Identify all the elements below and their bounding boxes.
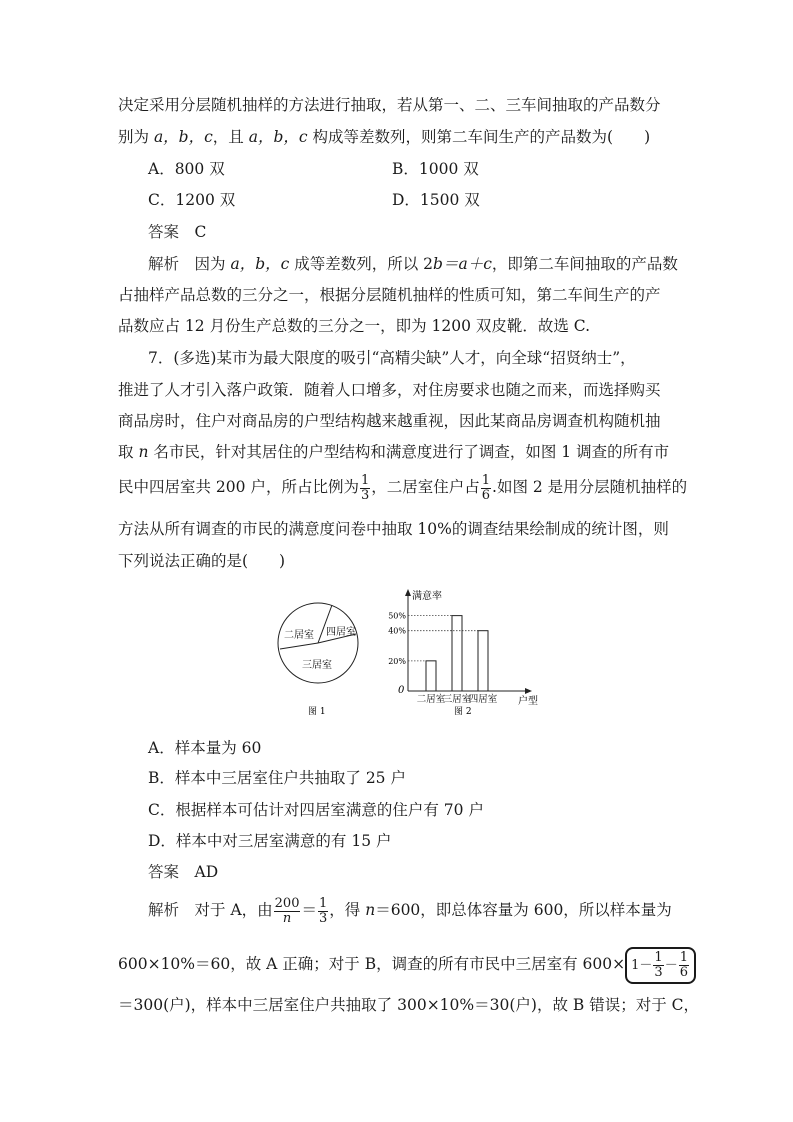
x-category-4room: 四居室 — [468, 694, 498, 705]
text-seg: 成等差数列，所以 2 — [289, 255, 434, 273]
analysis-label: 解析 — [148, 255, 180, 273]
equation: b＝a＋c — [433, 255, 492, 273]
fraction-num: 1 — [654, 949, 663, 965]
bar-4room — [478, 631, 488, 691]
q7-line-4 — [118, 442, 669, 462]
q7-line-1: 7．(多选)某市为最大限度的吸引“高精尖缺”人才，向全球“招贤纳士”， — [148, 349, 636, 367]
bar-caption: 图 2 — [454, 707, 472, 717]
q6-analysis-line-3: 品数应占 12 月份生产总数的三分之一，即为 1200 双皮靴．故选 C. — [118, 317, 591, 335]
fraction-den: 3 — [654, 964, 663, 980]
fraction — [274, 897, 301, 926]
text-seg: 别为 — [118, 128, 154, 146]
fraction-den: 6 — [679, 964, 688, 980]
y-tick-20: 20% — [388, 656, 406, 666]
q7-analysis-line-2 — [118, 945, 696, 984]
q7-line-3: 商品房时，住户对商品房的户型结构越来越重视，因此某商品房调查机构随机抽 — [118, 412, 661, 430]
text-seg: 1－ — [631, 957, 653, 973]
var-abc: a，b，c — [230, 255, 290, 273]
fraction — [653, 951, 663, 980]
text-seg: 对于 A，由 — [194, 901, 273, 919]
y-tick-40: 40% — [388, 626, 406, 636]
analysis-label: 解析 — [148, 901, 180, 919]
figure-svg — [270, 585, 560, 720]
text-seg: ，即第二车间抽取的产品数 — [491, 255, 678, 273]
var-n: n — [138, 443, 149, 461]
q6-answer — [148, 222, 206, 242]
q7-answer — [148, 862, 218, 882]
fraction — [679, 951, 689, 980]
fraction-num: 200 — [274, 895, 300, 911]
text-seg: ，且 — [212, 128, 249, 146]
q7-analysis-line-3: ＝300(户)，样本中三居室住户共抽取了 300×10%＝30(户)，故 B 错误；对于 C， — [118, 996, 699, 1014]
bracket-expression — [625, 947, 696, 984]
text-seg: － — [664, 957, 678, 973]
x-category-2room: 二居室 — [416, 694, 446, 705]
answer-value: C — [194, 223, 207, 241]
q6-option-a: A．800 双 — [148, 160, 225, 178]
answer-value: AD — [194, 863, 219, 881]
fraction-den: 6 — [481, 487, 491, 503]
text-seg: 因为 — [194, 255, 231, 273]
text-seg: .如图 2 是用分层随机抽样的 — [492, 478, 688, 496]
q7-option-b: B．样本中三居室住户共抽取了 25 户 — [148, 769, 406, 787]
text-seg: 600×10%＝60，故 A 正确；对于 B，调查的所有市民中三居室有 600× — [118, 955, 626, 973]
text-seg: ，二居室住户占 — [371, 478, 480, 496]
fraction-den: 3 — [360, 487, 370, 503]
q6-option-c: C．1200 双 — [148, 191, 236, 209]
pie-label-3room: 三居室 — [302, 660, 332, 671]
y-axis-label: 满意率 — [412, 591, 442, 602]
q7-line-2: 推进了人才引入落户政策．随着人口增多，对住房要求也随之而来，而选择购买 — [118, 381, 661, 399]
fraction — [318, 897, 328, 926]
bar-2room — [426, 661, 436, 691]
fraction-num: 1 — [481, 472, 491, 488]
q6-analysis-line-1 — [148, 254, 678, 274]
y-axis-arrow — [405, 589, 411, 596]
text-seg: 名市民，针对其居住的户型结构和满意度进行了调查，如图 1 调查的所有市 — [148, 443, 670, 461]
var-n: n — [365, 901, 376, 919]
bar-chart — [388, 589, 538, 717]
q7-option-d: D．样本中对三居室满意的有 15 户 — [148, 832, 392, 850]
fraction-num: 1 — [360, 472, 370, 488]
fraction — [360, 474, 370, 503]
origin-label: 0 — [398, 685, 405, 696]
text-line-2 — [118, 127, 650, 147]
q6-option-b: B．1000 双 — [392, 160, 479, 178]
pie-label-4room: 四居室 — [326, 627, 356, 638]
fraction-den: n — [282, 910, 292, 926]
text-seg: ＝ — [301, 901, 317, 919]
q7-option-a: A．样本量为 60 — [148, 739, 262, 757]
fraction-num: 1 — [319, 895, 328, 911]
q7-line-5 — [118, 472, 687, 503]
pie-label-2room: 二居室 — [284, 630, 314, 641]
q7-analysis-line-1 — [148, 893, 672, 927]
var-abc: a，b，c — [153, 128, 213, 146]
pie-divider — [280, 643, 318, 649]
q7-line-7: 下列说法正确的是( ) — [118, 552, 286, 570]
text-seg: 构成等差数列，则第二车间生产的产品数为( ) — [307, 128, 651, 146]
text-seg: ，得 — [329, 901, 366, 919]
fraction — [481, 474, 491, 503]
figures — [270, 585, 560, 724]
answer-label: 答案 — [148, 223, 180, 241]
text-seg: ＝600，即总体容量为 600，所以样本量为 — [375, 901, 672, 919]
fraction-num: 1 — [679, 949, 688, 965]
answer-label: 答案 — [148, 863, 180, 881]
x-category-3room: 三居室 — [442, 694, 472, 705]
q6-option-d: D．1500 双 — [392, 191, 480, 209]
text-seg: 民中四居室共 200 户，所占比例为 — [118, 478, 359, 496]
text-line-1: 决定采用分层随机抽样的方法进行抽取，若从第一、二、三车间抽取的产品数分 — [118, 96, 661, 114]
q6-analysis-line-2: 占抽样产品总数的三分之一，根据分层随机抽样的性质可知，第二车间生产的产 — [118, 286, 661, 304]
bar-3room — [452, 616, 462, 691]
pie-caption: 图 1 — [308, 707, 326, 717]
text-seg: 取 — [118, 443, 139, 461]
q7-option-c: C．根据样本可估计对四居室满意的住户有 70 户 — [148, 801, 484, 819]
var-abc: a，b，c — [248, 128, 308, 146]
pie-chart — [278, 603, 358, 717]
x-axis-label: 户型 — [518, 696, 538, 707]
fraction-den: 3 — [319, 910, 328, 926]
q7-line-6: 方法从所有调查的市民的满意度问卷中抽取 10%的调查结果绘制成的统计图，则 — [118, 520, 669, 538]
y-tick-50: 50% — [388, 611, 406, 621]
x-axis-arrow — [525, 688, 532, 694]
